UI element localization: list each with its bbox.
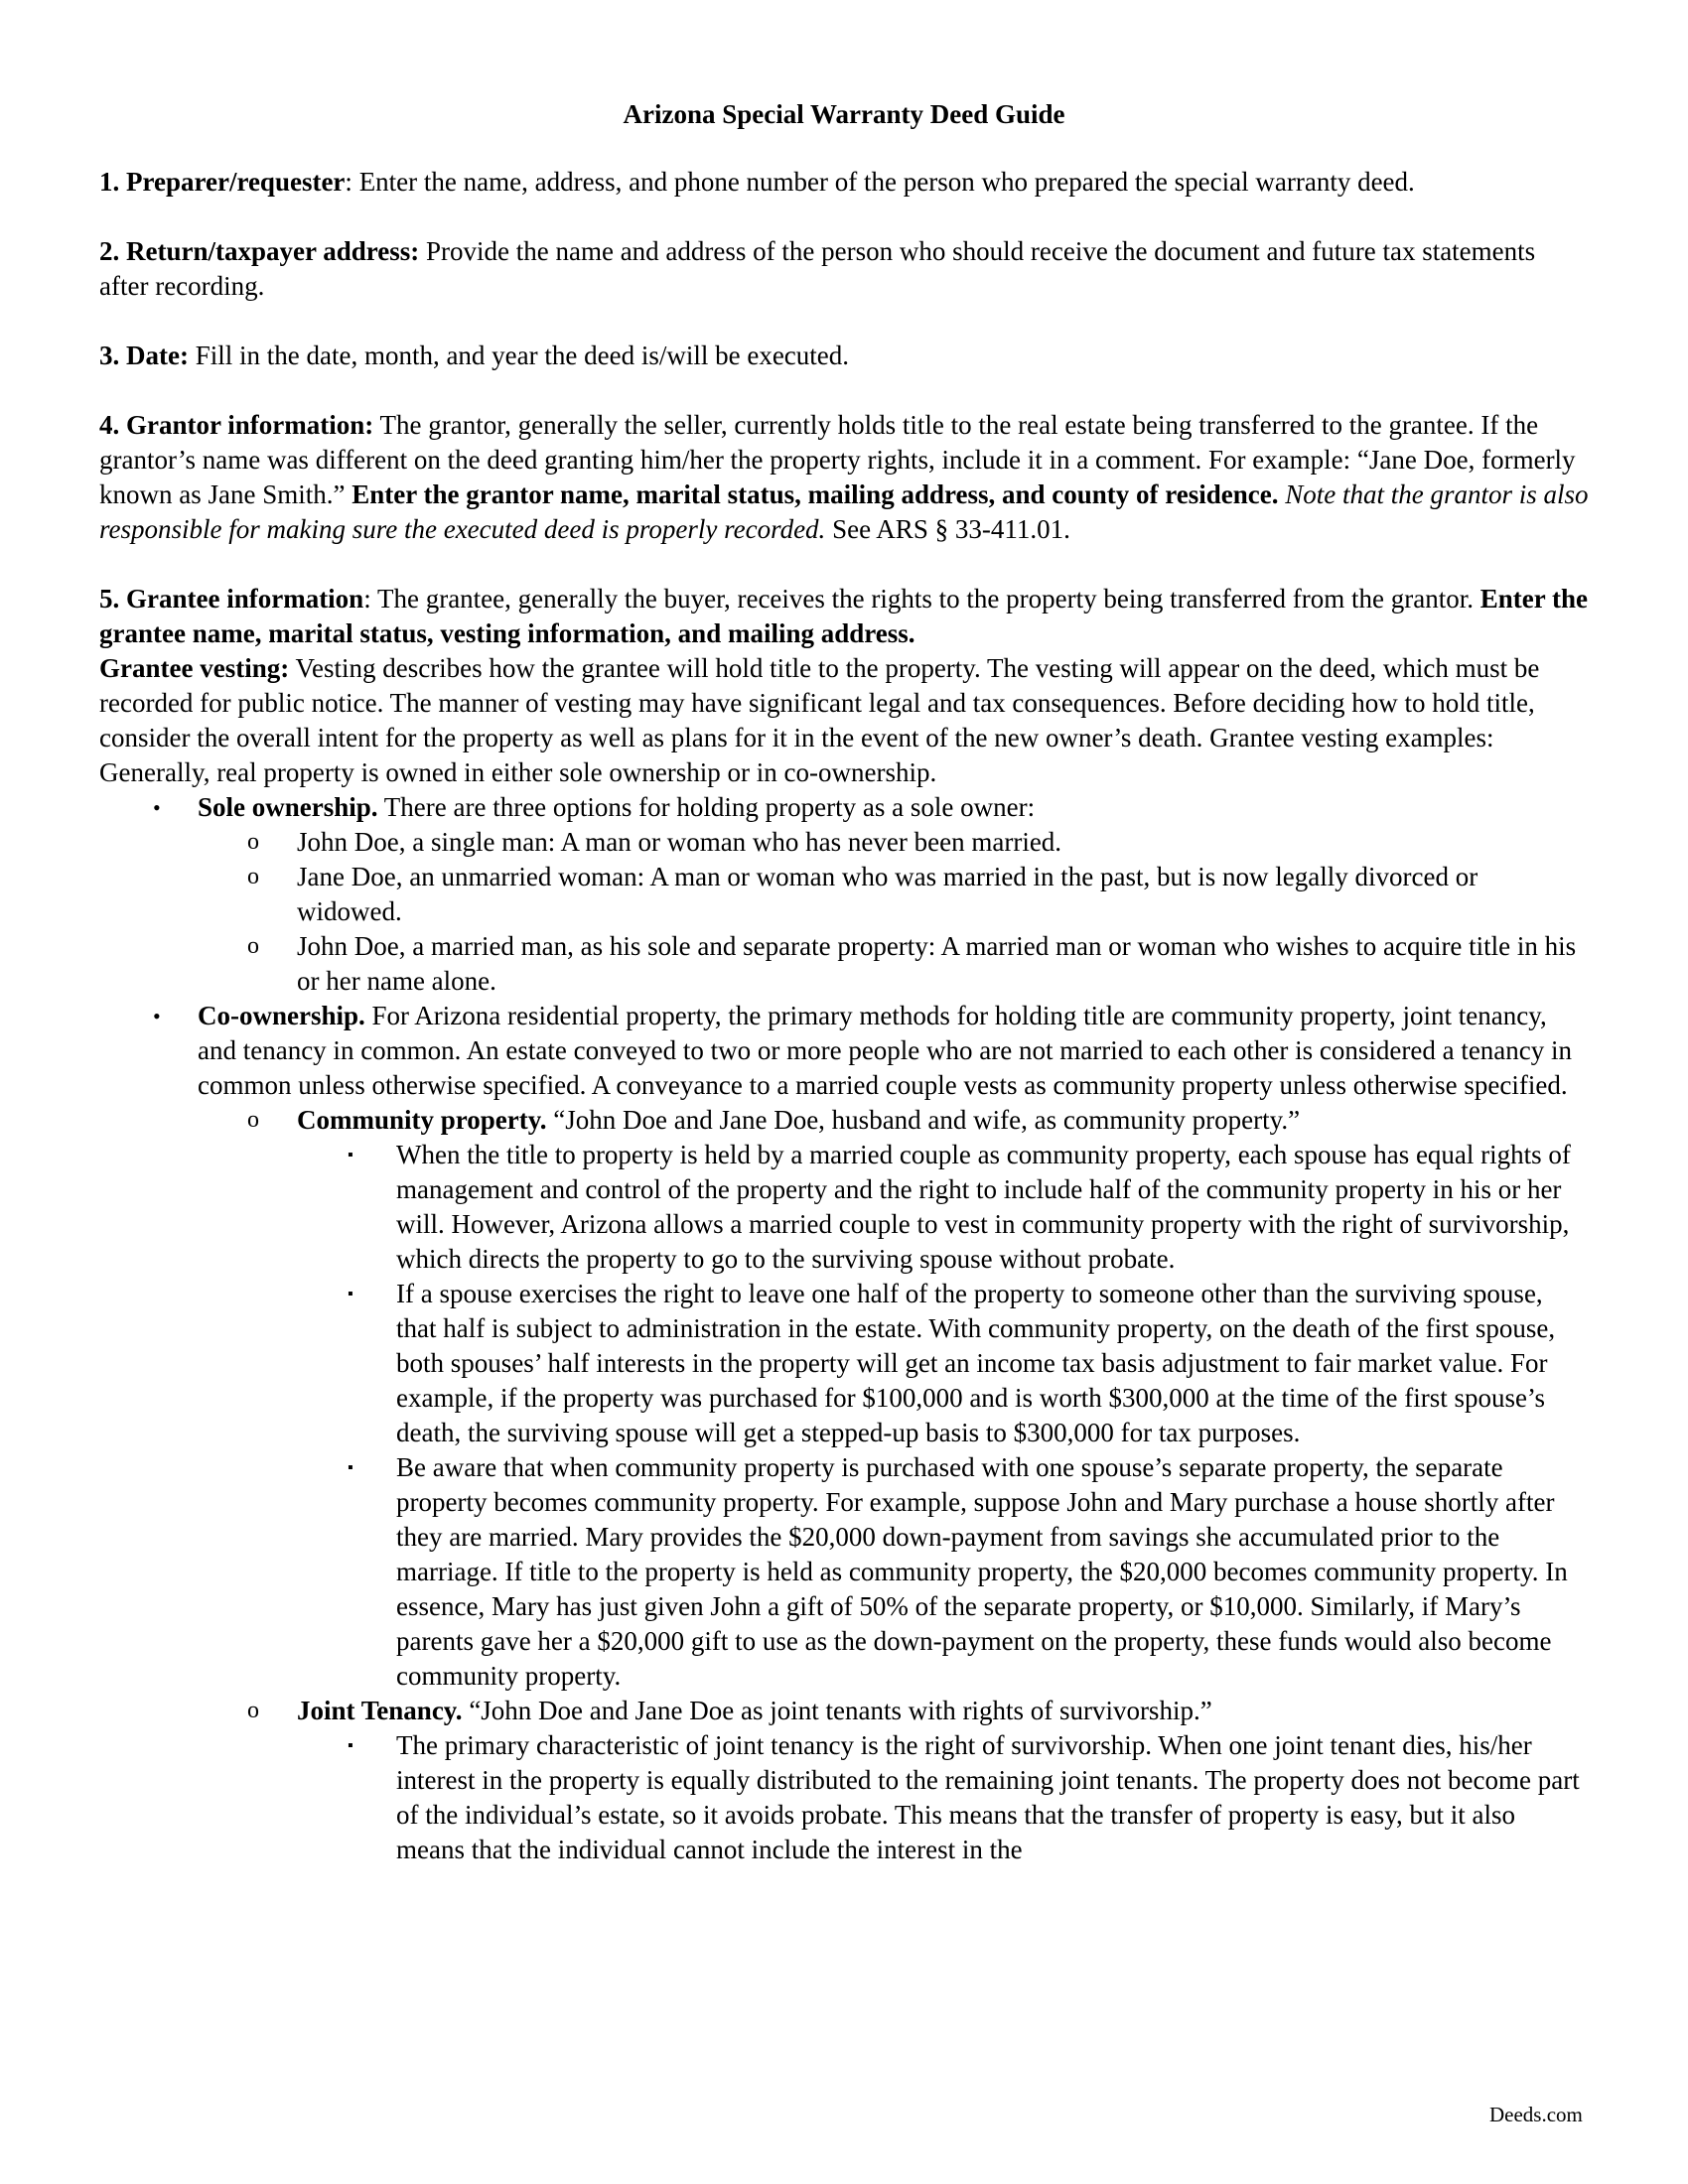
circle-bullet-icon: o bbox=[247, 1107, 259, 1133]
list-item: ▪ The primary characteristic of joint tenancy is the right of survivorship. When one joint tenant dies, his/her interest in the property is equally distributed to the remaining joint tenants. The property does not become part of the individual’s estate, so it avoids probate. This means that the transfer of property is easy, but it also means that the individual cannot include the interest in the bbox=[348, 1730, 1580, 1864]
section-label: 1. Preparer/requester bbox=[99, 167, 346, 197]
section-text: The grantee, generally the buyer, receives the rights to the property being transferred from the grantor. bbox=[370, 584, 1480, 614]
section-grantor bbox=[99, 408, 1589, 547]
list-item: ▪ Be aware that when community property is purchased with one spouse’s separate property, the separate property becomes community property. For example, suppose John and Mary purchase a house shortly after they are married. Mary provides the $20,000 down-payment from savings she accumulated prior to the marriage. If title to the property is held as community property, the $20,000 becomes community property. In essence, Mary has just given John a gift of 50% of the separate property, or $10,000. Similarly, if Mary’s parents gave her a $20,000 gift to use as the down-payment on the property, these funds would also become community property. bbox=[348, 1452, 1568, 1691]
section-label: 5. Grantee information bbox=[99, 584, 364, 614]
list-item: o John Doe, a single man: A man or woman who has never been married. bbox=[99, 825, 1589, 860]
section-date bbox=[99, 339, 1589, 373]
section-grantee: 5. Grantee information: The grantee, generally the buyer, receives the rights to the property being transferred from the grantor. Enter the grantee name, marital status, vesting information, and mailing address. bbox=[99, 584, 1588, 648]
square-bullet-icon: ▪ bbox=[348, 1459, 353, 1476]
bullet-icon: • bbox=[153, 1004, 161, 1028]
section-label: 3. Date: bbox=[99, 341, 189, 370]
list-item-community-property bbox=[99, 1103, 1589, 1138]
list-item: o John Doe, a married man, as his sole and separate property: A married man or woman who wishes to acquire title in his or her name alone. bbox=[247, 931, 1577, 996]
list-item-text: For Arizona residential property, the primary methods for holding title are community property, joint tenancy, and tenancy in common. An estate conveyed to two or more people who are not married to each other is considered a tenancy in common unless otherwise specified. A conveyance to a married couple vests as community property unless otherwise specified. bbox=[198, 1001, 1573, 1100]
list-item-label: Community property. bbox=[297, 1105, 547, 1135]
square-bullet-icon: ▪ bbox=[348, 1737, 353, 1754]
list-item-co-ownership bbox=[99, 999, 1589, 1103]
grantee-vesting bbox=[99, 651, 1589, 755]
section-text: The grantor, generally the seller, currently holds title to the real estate being transferred to the grantee. If the grantor’s name was different on the deed granting him/her the property rights, include it in a comment. For example: “Jane Doe, formerly known as Jane Smith.” bbox=[99, 410, 1576, 509]
section-text: Fill in the date, month, and year the deed is/will be executed. bbox=[188, 341, 850, 370]
square-bullet-icon: ▪ bbox=[348, 1147, 353, 1163]
section-instruction: Enter the grantor name, marital status, mailing address, and county of residence. bbox=[352, 479, 1279, 509]
list-item-text: There are three options for holding property as a sole owner: bbox=[377, 792, 1036, 822]
list-item-label: Sole ownership. bbox=[198, 792, 378, 822]
circle-bullet-icon: o bbox=[247, 829, 259, 855]
list-item: o Jane Doe, an unmarried woman: A man or woman who was married in the past, but is now legally divorced or widowed. bbox=[247, 862, 1478, 926]
footer-brand: Deeds.com bbox=[1489, 2103, 1583, 2126]
list-item-joint-tenancy bbox=[99, 1694, 1589, 1728]
vesting-text: Vesting describes how the grantee will hold title to the property. The vesting will appear on the deed, which must be recorded for public notice. The manner of vesting may have significant legal and tax consequences. Before deciding how to hold title, consider the overall intent for the property as well as plans for it in the event of the new owner’s death. Grantee vesting examples: bbox=[99, 653, 1540, 752]
section-instruction: Enter the grantee name, marital status, vesting information, and mailing address. bbox=[99, 584, 1588, 648]
list-item-text: “John Doe and Jane Doe as joint tenants with rights of survivorship.” bbox=[462, 1696, 1212, 1725]
list-item-label: Co-ownership. bbox=[198, 1001, 365, 1030]
section-reference: See ARS § 33-411.01. bbox=[825, 514, 1070, 544]
vesting-label: Grantee vesting: bbox=[99, 653, 290, 683]
section-preparer: 1. Preparer/requester: Enter the name, address, and phone number of the person who prepared the special warranty deed. bbox=[99, 167, 1415, 197]
ownership-intro: Generally, real property is owned in either sole ownership or in co-ownership. bbox=[99, 757, 937, 787]
page-title: Arizona Special Warranty Deed Guide bbox=[623, 99, 1065, 129]
list-item: ▪ When the title to property is held by a married couple as community property, each spouse has equal rights of management and control of the property and the right to include half of the community property in his or her will. However, Arizona allows a married couple to vest in community property with the right of survivorship, which directs the property to go to the surviving spouse without probate. bbox=[348, 1140, 1571, 1274]
list-item-text: “John Doe and Jane Doe, husband and wife, as community property.” bbox=[546, 1105, 1301, 1135]
section-return-address bbox=[99, 234, 1589, 304]
bullet-icon: • bbox=[153, 795, 161, 820]
document-page bbox=[99, 97, 1589, 1867]
section-text: Enter the name, address, and phone number of the person who prepared the special warranty deed. bbox=[352, 167, 1415, 197]
section-text: Provide the name and address of the person who should receive the document and future tax statements after recording. bbox=[99, 236, 1536, 301]
list-item: ▪ If a spouse exercises the right to leave one half of the property to someone other than the surviving spouse, that half is subject to administration in the estate. With community property, on the death of the first spouse, both spouses’ half interests in the property will get an income tax basis adjustment to fair market value. For example, if the property was purchased for $100,000 and is worth $300,000 at the time of the first spouse’s death, the surviving spouse will get a stepped-up basis to $300,000 for tax purposes. bbox=[348, 1279, 1556, 1447]
circle-bullet-icon: o bbox=[247, 1698, 259, 1723]
list-item-label: Joint Tenancy. bbox=[297, 1696, 463, 1725]
list-item-sole-ownership bbox=[99, 790, 1589, 825]
circle-bullet-icon: o bbox=[247, 933, 259, 959]
section-label: 2. Return/taxpayer address: bbox=[99, 236, 420, 266]
circle-bullet-icon: o bbox=[247, 864, 259, 889]
section-label: 4. Grantor information: bbox=[99, 410, 374, 440]
section-note: Note that the grantor is also responsible for making sure the executed deed is properly recorded. bbox=[99, 479, 1589, 544]
square-bullet-icon: ▪ bbox=[348, 1286, 353, 1302]
